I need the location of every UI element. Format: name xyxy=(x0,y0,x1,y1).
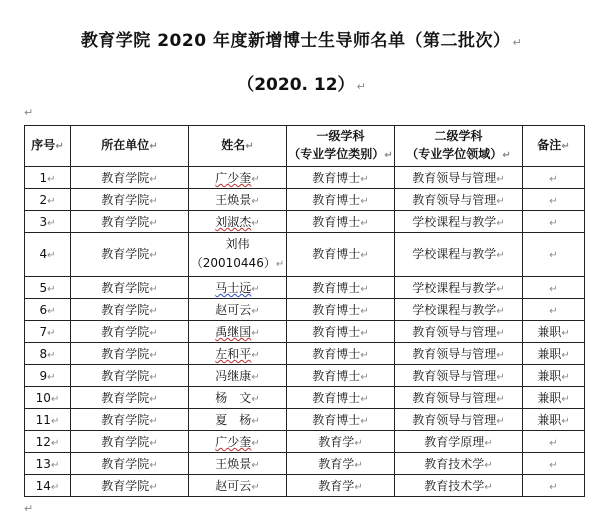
cell-first-discipline: 教育博士↵ xyxy=(287,365,395,387)
paragraph-mark: ↵ xyxy=(24,106,34,119)
cell-name: 刘伟 （20010446）↵ xyxy=(189,233,287,277)
cell-unit: 教育学院↵ xyxy=(71,277,189,299)
cell-second-discipline: 学校课程与教学↵ xyxy=(395,277,523,299)
cell-first-discipline: 教育博士↵ xyxy=(287,277,395,299)
cell-second-discipline: 教育学原理↵ xyxy=(395,431,523,453)
cell-first-discipline: 教育学↵ xyxy=(287,453,395,475)
cell-note: ↵ xyxy=(523,189,585,211)
cell-second-discipline: 学校课程与教学↵ xyxy=(395,299,523,321)
cell-note: ↵ xyxy=(523,475,585,497)
cell-first-discipline: 教育博士↵ xyxy=(287,233,395,277)
cell-first-discipline: 教育博士↵ xyxy=(287,409,395,431)
table-row xyxy=(25,409,585,431)
cell-unit: 教育学院↵ xyxy=(71,453,189,475)
table-row xyxy=(25,233,585,277)
cell-second-discipline: 教育领导与管理↵ xyxy=(395,343,523,365)
cell-second-discipline: 教育领导与管理↵ xyxy=(395,189,523,211)
cell-name: 杨 文↵ xyxy=(189,387,287,409)
cell-second-discipline: 教育领导与管理↵ xyxy=(395,365,523,387)
cell-seq: 8↵ xyxy=(25,343,71,365)
cell-unit: 教育学院↵ xyxy=(71,167,189,189)
cell-second-discipline: 学校课程与教学↵ xyxy=(395,233,523,277)
cell-note: ↵ xyxy=(523,211,585,233)
cell-name: 王焕景↵ xyxy=(189,453,287,475)
header-note: 备注↵ xyxy=(523,126,585,167)
cell-unit: 教育学院↵ xyxy=(71,343,189,365)
cell-second-discipline: 教育技术学↵ xyxy=(395,475,523,497)
cell-name: 刘淑杰↵ xyxy=(189,211,287,233)
header-first-discipline: 一级学科 （专业学位类别）↵ xyxy=(287,126,395,167)
cell-note: 兼职↵ xyxy=(523,343,585,365)
cell-second-discipline: 教育领导与管理↵ xyxy=(395,387,523,409)
cell-note: ↵ xyxy=(523,453,585,475)
cell-unit: 教育学院↵ xyxy=(71,321,189,343)
table-header-row xyxy=(25,126,585,167)
table-row xyxy=(25,167,585,189)
cell-second-discipline: 教育领导与管理↵ xyxy=(395,167,523,189)
cell-note: ↵ xyxy=(523,431,585,453)
cell-note: 兼职↵ xyxy=(523,387,585,409)
cell-note: 兼职↵ xyxy=(523,365,585,387)
cell-note: ↵ xyxy=(523,233,585,277)
header-second-discipline: 二级学科 （专业学位领域）↵ xyxy=(395,126,523,167)
cell-first-discipline: 教育博士↵ xyxy=(287,211,395,233)
cell-seq: 9↵ xyxy=(25,365,71,387)
header-seq: 序号↵ xyxy=(25,126,71,167)
cell-note: ↵ xyxy=(523,167,585,189)
cell-seq: 10↵ xyxy=(25,387,71,409)
cell-seq: 3↵ xyxy=(25,211,71,233)
cell-seq: 7↵ xyxy=(25,321,71,343)
cell-name: 王焕景↵ xyxy=(189,189,287,211)
cell-second-discipline: 教育领导与管理↵ xyxy=(395,321,523,343)
cell-second-discipline: 教育技术学↵ xyxy=(395,453,523,475)
cell-note: 兼职↵ xyxy=(523,321,585,343)
cell-name: 左和平↵ xyxy=(189,343,287,365)
table-row xyxy=(25,365,585,387)
cell-name: 赵可云↵ xyxy=(189,475,287,497)
header-name: 姓名↵ xyxy=(189,126,287,167)
cell-unit: 教育学院↵ xyxy=(71,299,189,321)
cell-name: 马士远↵ xyxy=(189,277,287,299)
table-row xyxy=(25,431,585,453)
document-subtitle: （2020. 12） ↵ xyxy=(237,75,366,95)
table-row xyxy=(25,387,585,409)
cell-seq: 4↵ xyxy=(25,233,71,277)
cell-unit: 教育学院↵ xyxy=(71,211,189,233)
cell-name: 赵可云↵ xyxy=(189,299,287,321)
table-row xyxy=(25,277,585,299)
cell-seq: 12↵ xyxy=(25,431,71,453)
cell-name: 广少奎↵ xyxy=(189,431,287,453)
table-row xyxy=(25,475,585,497)
cell-unit: 教育学院↵ xyxy=(71,365,189,387)
cell-first-discipline: 教育博士↵ xyxy=(287,343,395,365)
cell-unit: 教育学院↵ xyxy=(71,475,189,497)
cell-seq: 11↵ xyxy=(25,409,71,431)
cell-first-discipline: 教育博士↵ xyxy=(287,387,395,409)
cell-note: ↵ xyxy=(523,277,585,299)
cell-name: 禹继国↵ xyxy=(189,321,287,343)
cell-second-discipline: 教育领导与管理↵ xyxy=(395,409,523,431)
table-row xyxy=(25,211,585,233)
cell-first-discipline: 教育学↵ xyxy=(287,475,395,497)
cell-seq: 1↵ xyxy=(25,167,71,189)
table-row xyxy=(25,299,585,321)
cell-first-discipline: 教育学↵ xyxy=(287,431,395,453)
cell-first-discipline: 教育博士↵ xyxy=(287,189,395,211)
cell-second-discipline: 学校课程与教学↵ xyxy=(395,211,523,233)
cell-unit: 教育学院↵ xyxy=(71,189,189,211)
cell-unit: 教育学院↵ xyxy=(71,233,189,277)
table-row xyxy=(25,189,585,211)
table-row xyxy=(25,343,585,365)
table-row xyxy=(25,321,585,343)
cell-seq: 5↵ xyxy=(25,277,71,299)
table-row xyxy=(25,453,585,475)
cell-seq: 2↵ xyxy=(25,189,71,211)
cell-name: 广少奎↵ xyxy=(189,167,287,189)
cell-note: ↵ xyxy=(523,299,585,321)
cell-seq: 6↵ xyxy=(25,299,71,321)
table-body xyxy=(25,167,585,497)
advisor-table xyxy=(24,125,585,497)
cell-note: 兼职↵ xyxy=(523,409,585,431)
header-unit: 所在单位↵ xyxy=(71,126,189,167)
cell-unit: 教育学院↵ xyxy=(71,409,189,431)
document-title: 教育学院 2020 年度新增博士生导师名单（第二批次） ↵ xyxy=(80,31,523,51)
paragraph-mark-end: ↵ xyxy=(24,502,34,515)
cell-unit: 教育学院↵ xyxy=(71,387,189,409)
cell-first-discipline: 教育博士↵ xyxy=(287,167,395,189)
cell-first-discipline: 教育博士↵ xyxy=(287,321,395,343)
cell-seq: 13↵ xyxy=(25,453,71,475)
cell-name: 夏 杨↵ xyxy=(189,409,287,431)
cell-name: 冯继康↵ xyxy=(189,365,287,387)
cell-seq: 14↵ xyxy=(25,475,71,497)
cell-first-discipline: 教育博士↵ xyxy=(287,299,395,321)
cell-unit: 教育学院↵ xyxy=(71,431,189,453)
